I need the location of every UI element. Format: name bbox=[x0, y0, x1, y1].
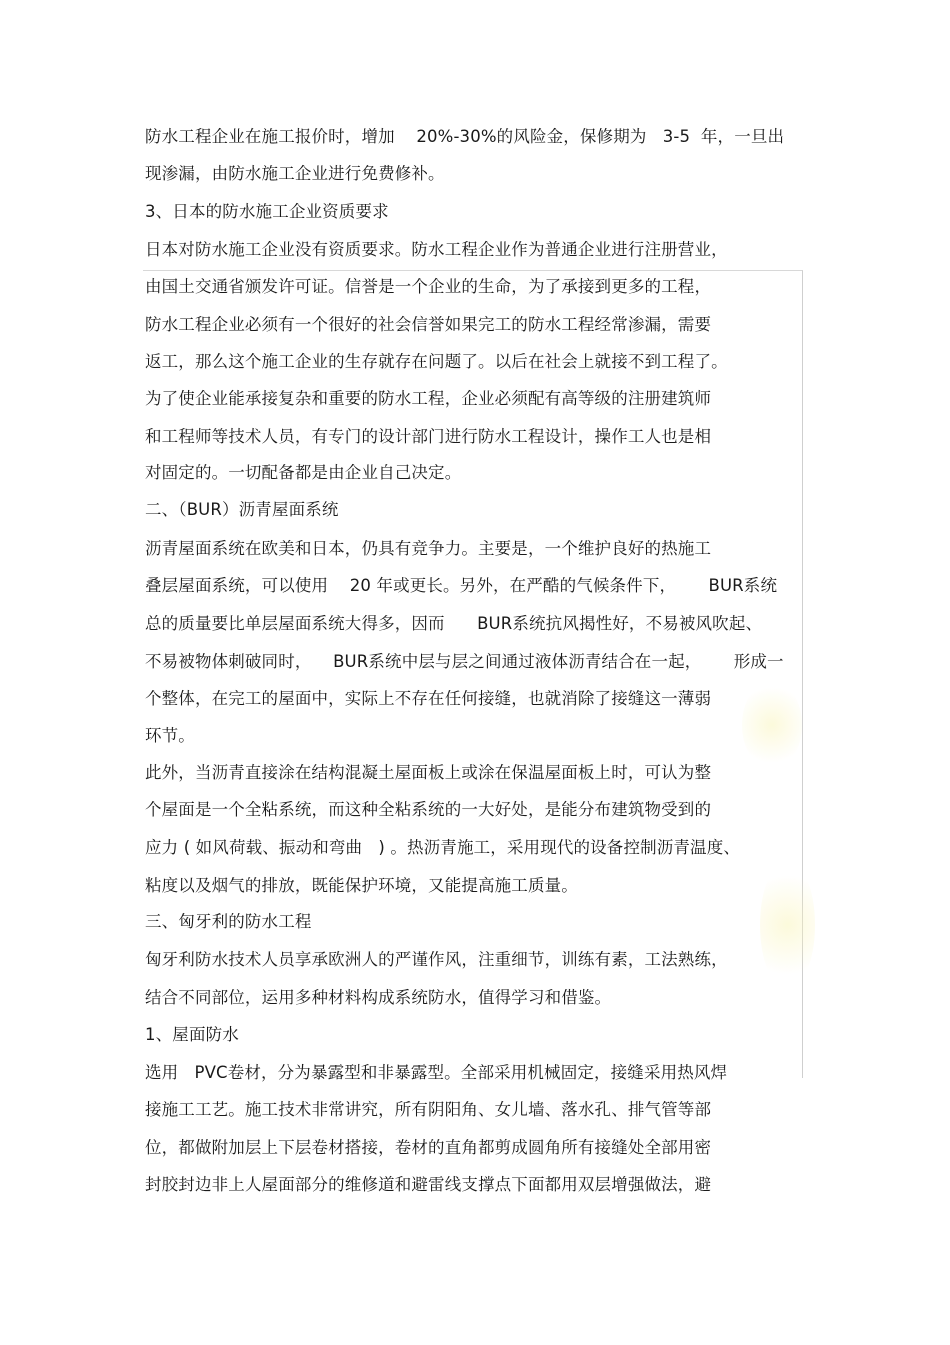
text-line: 返工，那么这个施工企业的生存就存在问题了。以后在社会上就接不到工程了。 bbox=[145, 352, 728, 371]
text-line: 日本对防水施工企业没有资质要求。防水工程企业作为普通企业进行注册营业， bbox=[145, 240, 728, 259]
text-line: 结合不同部位，运用多种材料构成系统防水，值得学习和借鉴。 bbox=[145, 988, 612, 1007]
text-line: 现渗漏，由防水施工企业进行免费修补。 bbox=[145, 164, 445, 183]
text-line: 叠层屋面系统，可以使用 20 年或更长。另外，在严酷的气候条件下， BUR系统 bbox=[145, 576, 778, 595]
text-line: 个屋面是一个全粘系统，而这种全粘系统的一大好处，是能分布建筑物受到的 bbox=[145, 800, 712, 819]
text-line: 和工程师等技术人员，有专门的设计部门进行防水工程设计，操作工人也是相 bbox=[145, 427, 712, 446]
text-line: 总的质量要比单层屋面系统大得多，因而 BUR系统抗风揭性好，不易被风吹起、 bbox=[145, 614, 763, 633]
text-line: 位，都做附加层上下层卷材搭接，卷材的直角都剪成圆角所有接缝处全部用密 bbox=[145, 1138, 712, 1157]
text-line: 应力 ( 如风荷载、振动和弯曲 ) 。热沥青施工，采用现代的设备控制沥青温度、 bbox=[145, 838, 740, 857]
text-line: 沥青屋面系统在欧美和日本，仍具有竞争力。主要是，一个维护良好的热施工 bbox=[145, 539, 712, 558]
text-line: 不易被物体刺破同时， BUR系统中层与层之间通过液体沥青结合在一起， 形成一 bbox=[145, 652, 784, 671]
scan-smudge bbox=[742, 680, 802, 770]
section-heading: 3、日本的防水施工企业资质要求 bbox=[145, 202, 389, 221]
section-heading: 二、（BUR）沥青屋面系统 bbox=[145, 500, 339, 519]
text-line: 防水工程企业在施工报价时，增加 20%-30%的风险金，保修期为 3-5 年，一旦出 bbox=[145, 127, 785, 146]
text-line: 此外，当沥青直接涂在结构混凝土屋面板上或涂在保温屋面板上时，可认为整 bbox=[145, 763, 712, 782]
text-line: 选用 PVC卷材，分为暴露型和非暴露型。全部采用机械固定，接缝采用热风焊 bbox=[145, 1063, 728, 1082]
text-line: 防水工程企业必须有一个很好的社会信誉如果完工的防水工程经常渗漏，需要 bbox=[145, 315, 712, 334]
text-line: 环节。 bbox=[145, 726, 195, 745]
text-line: 接施工工艺。施工技术非常讲究，所有阴阳角、女儿墙、落水孔、排气管等部 bbox=[145, 1100, 712, 1119]
text-line: 个整体，在完工的屋面中，实际上不存在任何接缝，也就消除了接缝这一薄弱 bbox=[145, 689, 712, 708]
text-line: 由国土交通省颁发许可证。信誉是一个企业的生命，为了承接到更多的工程， bbox=[145, 277, 712, 296]
section-heading: 1、屋面防水 bbox=[145, 1025, 239, 1044]
text-line: 匈牙利防水技术人员享承欧洲人的严谨作风，注重细节，训练有素，工法熟练， bbox=[145, 950, 728, 969]
text-line: 粘度以及烟气的排放，既能保护环境，又能提高施工质量。 bbox=[145, 876, 578, 895]
text-line: 对固定的。一切配备都是由企业自己决定。 bbox=[145, 463, 462, 482]
section-heading: 三、匈牙利的防水工程 bbox=[145, 912, 312, 931]
text-line: 为了使企业能承接复杂和重要的防水工程，企业必须配有高等级的注册建筑师 bbox=[145, 389, 712, 408]
text-line: 封胶封边非上人屋面部分的维修道和避雷线支撑点下面都用双层增强做法，避 bbox=[145, 1175, 712, 1194]
scan-smudge bbox=[760, 860, 815, 990]
